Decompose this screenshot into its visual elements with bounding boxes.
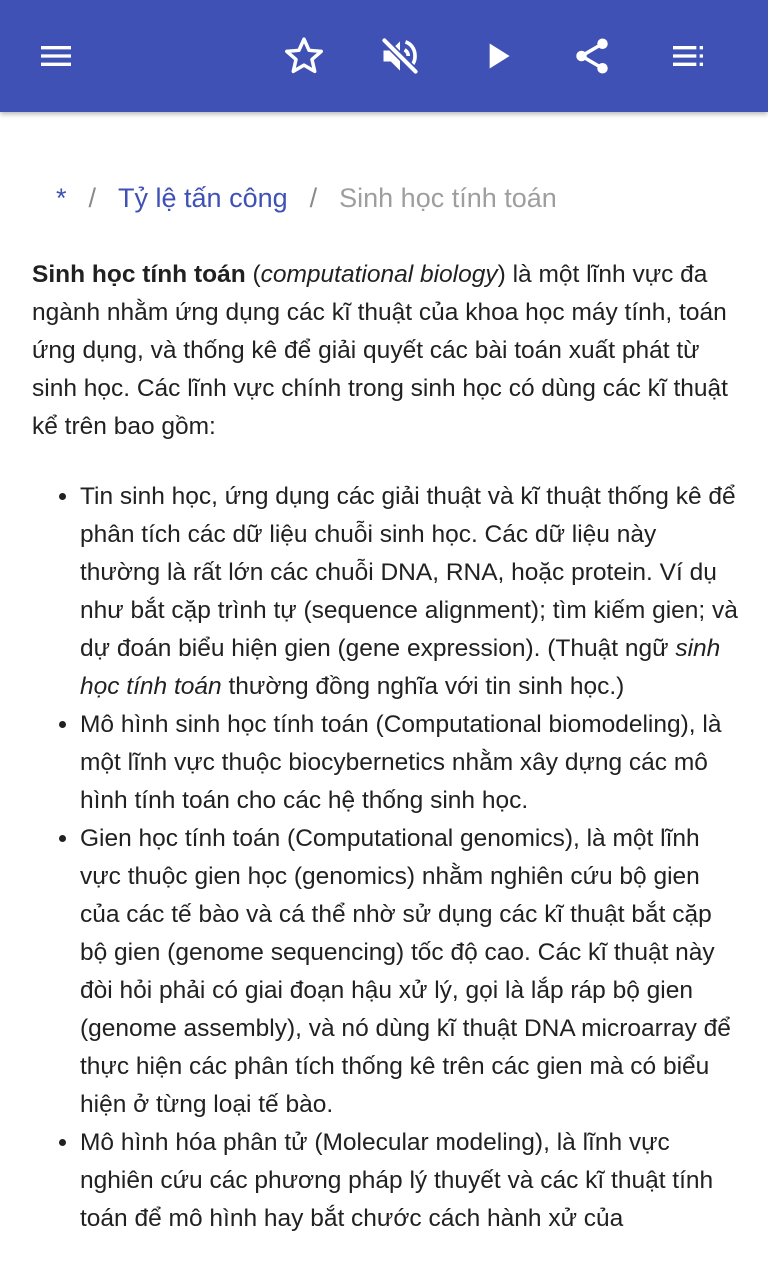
breadcrumb-separator: / bbox=[88, 183, 97, 213]
list-item-text: thường đồng nghĩa với tin sinh học.) bbox=[221, 673, 625, 700]
list-item-italic: sinh học tính toán bbox=[80, 635, 721, 700]
fields-list bbox=[32, 478, 740, 1238]
list-item-text: Tin sinh học, ứng dụng các giải thuật và kĩ thuật thống kê để phân tích các dữ liệu chuỗi sinh học. Các dữ liệu này thường là rất lớn các chuỗi DNA, RNA, hoặc protein. Ví dụ như bắt cặp trình tự (sequence alignment); tìm kiếm gien; và dự đoán biểu hiện gien (gene expression). (Thuật ngữ bbox=[80, 483, 738, 662]
breadcrumb-separator: / bbox=[309, 183, 318, 213]
menu-button[interactable] bbox=[24, 24, 88, 88]
article-term: Sinh học tính toán bbox=[32, 261, 246, 288]
breadcrumb-parent-link[interactable]: Tỷ lệ tấn công bbox=[118, 183, 288, 213]
list-icon bbox=[668, 36, 708, 76]
article-content bbox=[0, 112, 768, 1280]
table-of-contents-button[interactable] bbox=[656, 24, 720, 88]
intro-text: ) là một lĩnh vực đa ngành nhằm ứng dụng các kĩ thuật của khoa học máy tính, toán ứng dụng, và thống kê để giải quyết các bài toán xuất phát từ sinh học. Các lĩnh vực chính trong sinh học có dùng các kĩ thuật kể trên bao gồm: bbox=[32, 261, 728, 440]
article-term-english: computational biology bbox=[260, 261, 498, 288]
app-bar bbox=[0, 0, 768, 112]
favorite-button[interactable] bbox=[272, 24, 336, 88]
breadcrumb-current: Sinh học tính toán bbox=[339, 183, 557, 213]
mute-button[interactable] bbox=[368, 24, 432, 88]
breadcrumb-home-link[interactable]: * bbox=[56, 183, 67, 213]
intro-open-paren: ( bbox=[245, 261, 261, 288]
share-icon bbox=[571, 35, 613, 77]
article-body bbox=[32, 256, 740, 1238]
menu-icon bbox=[36, 36, 76, 76]
volume-off-icon bbox=[378, 34, 422, 78]
star-outline-icon bbox=[282, 34, 326, 78]
intro-paragraph bbox=[32, 256, 740, 446]
share-button[interactable] bbox=[560, 24, 624, 88]
list-item bbox=[80, 478, 740, 706]
list-item: • Mô hình hóa phân tử (Molecular modeling), là lĩnh vực nghiên cứu các phương pháp lý thuyết và các kĩ thuật tính toán để mô hình hay bắt chước cách hành xử của bbox=[80, 1124, 740, 1238]
list-item: • Mô hình sinh học tính toán (Computational biomodeling), là một lĩnh vực thuộc biocybernetics nhằm xây dựng các mô hình tính toán cho các hệ thống sinh học. bbox=[80, 706, 740, 820]
list-item: • Gien học tính toán (Computational genomics), là một lĩnh vực thuộc gien học (genomics) nhằm nghiên cứu bộ gien của các tế bào và cá thể nhờ sử dụng các kĩ thuật bắt cặp bộ gien (genome sequencing) tốc độ cao. Các kĩ thuật này đòi hỏi phải có giai đoạn hậu xử lý, gọi là lắp ráp bộ gien (genome assembly), và nó dùng kĩ thuật DNA microarray để thực hiện các phân tích thống kê trên các gien mà có biểu hiện ở từng loại tế bào. bbox=[80, 820, 740, 1124]
play-icon bbox=[478, 36, 518, 76]
breadcrumb bbox=[56, 178, 557, 218]
play-button[interactable] bbox=[466, 24, 530, 88]
